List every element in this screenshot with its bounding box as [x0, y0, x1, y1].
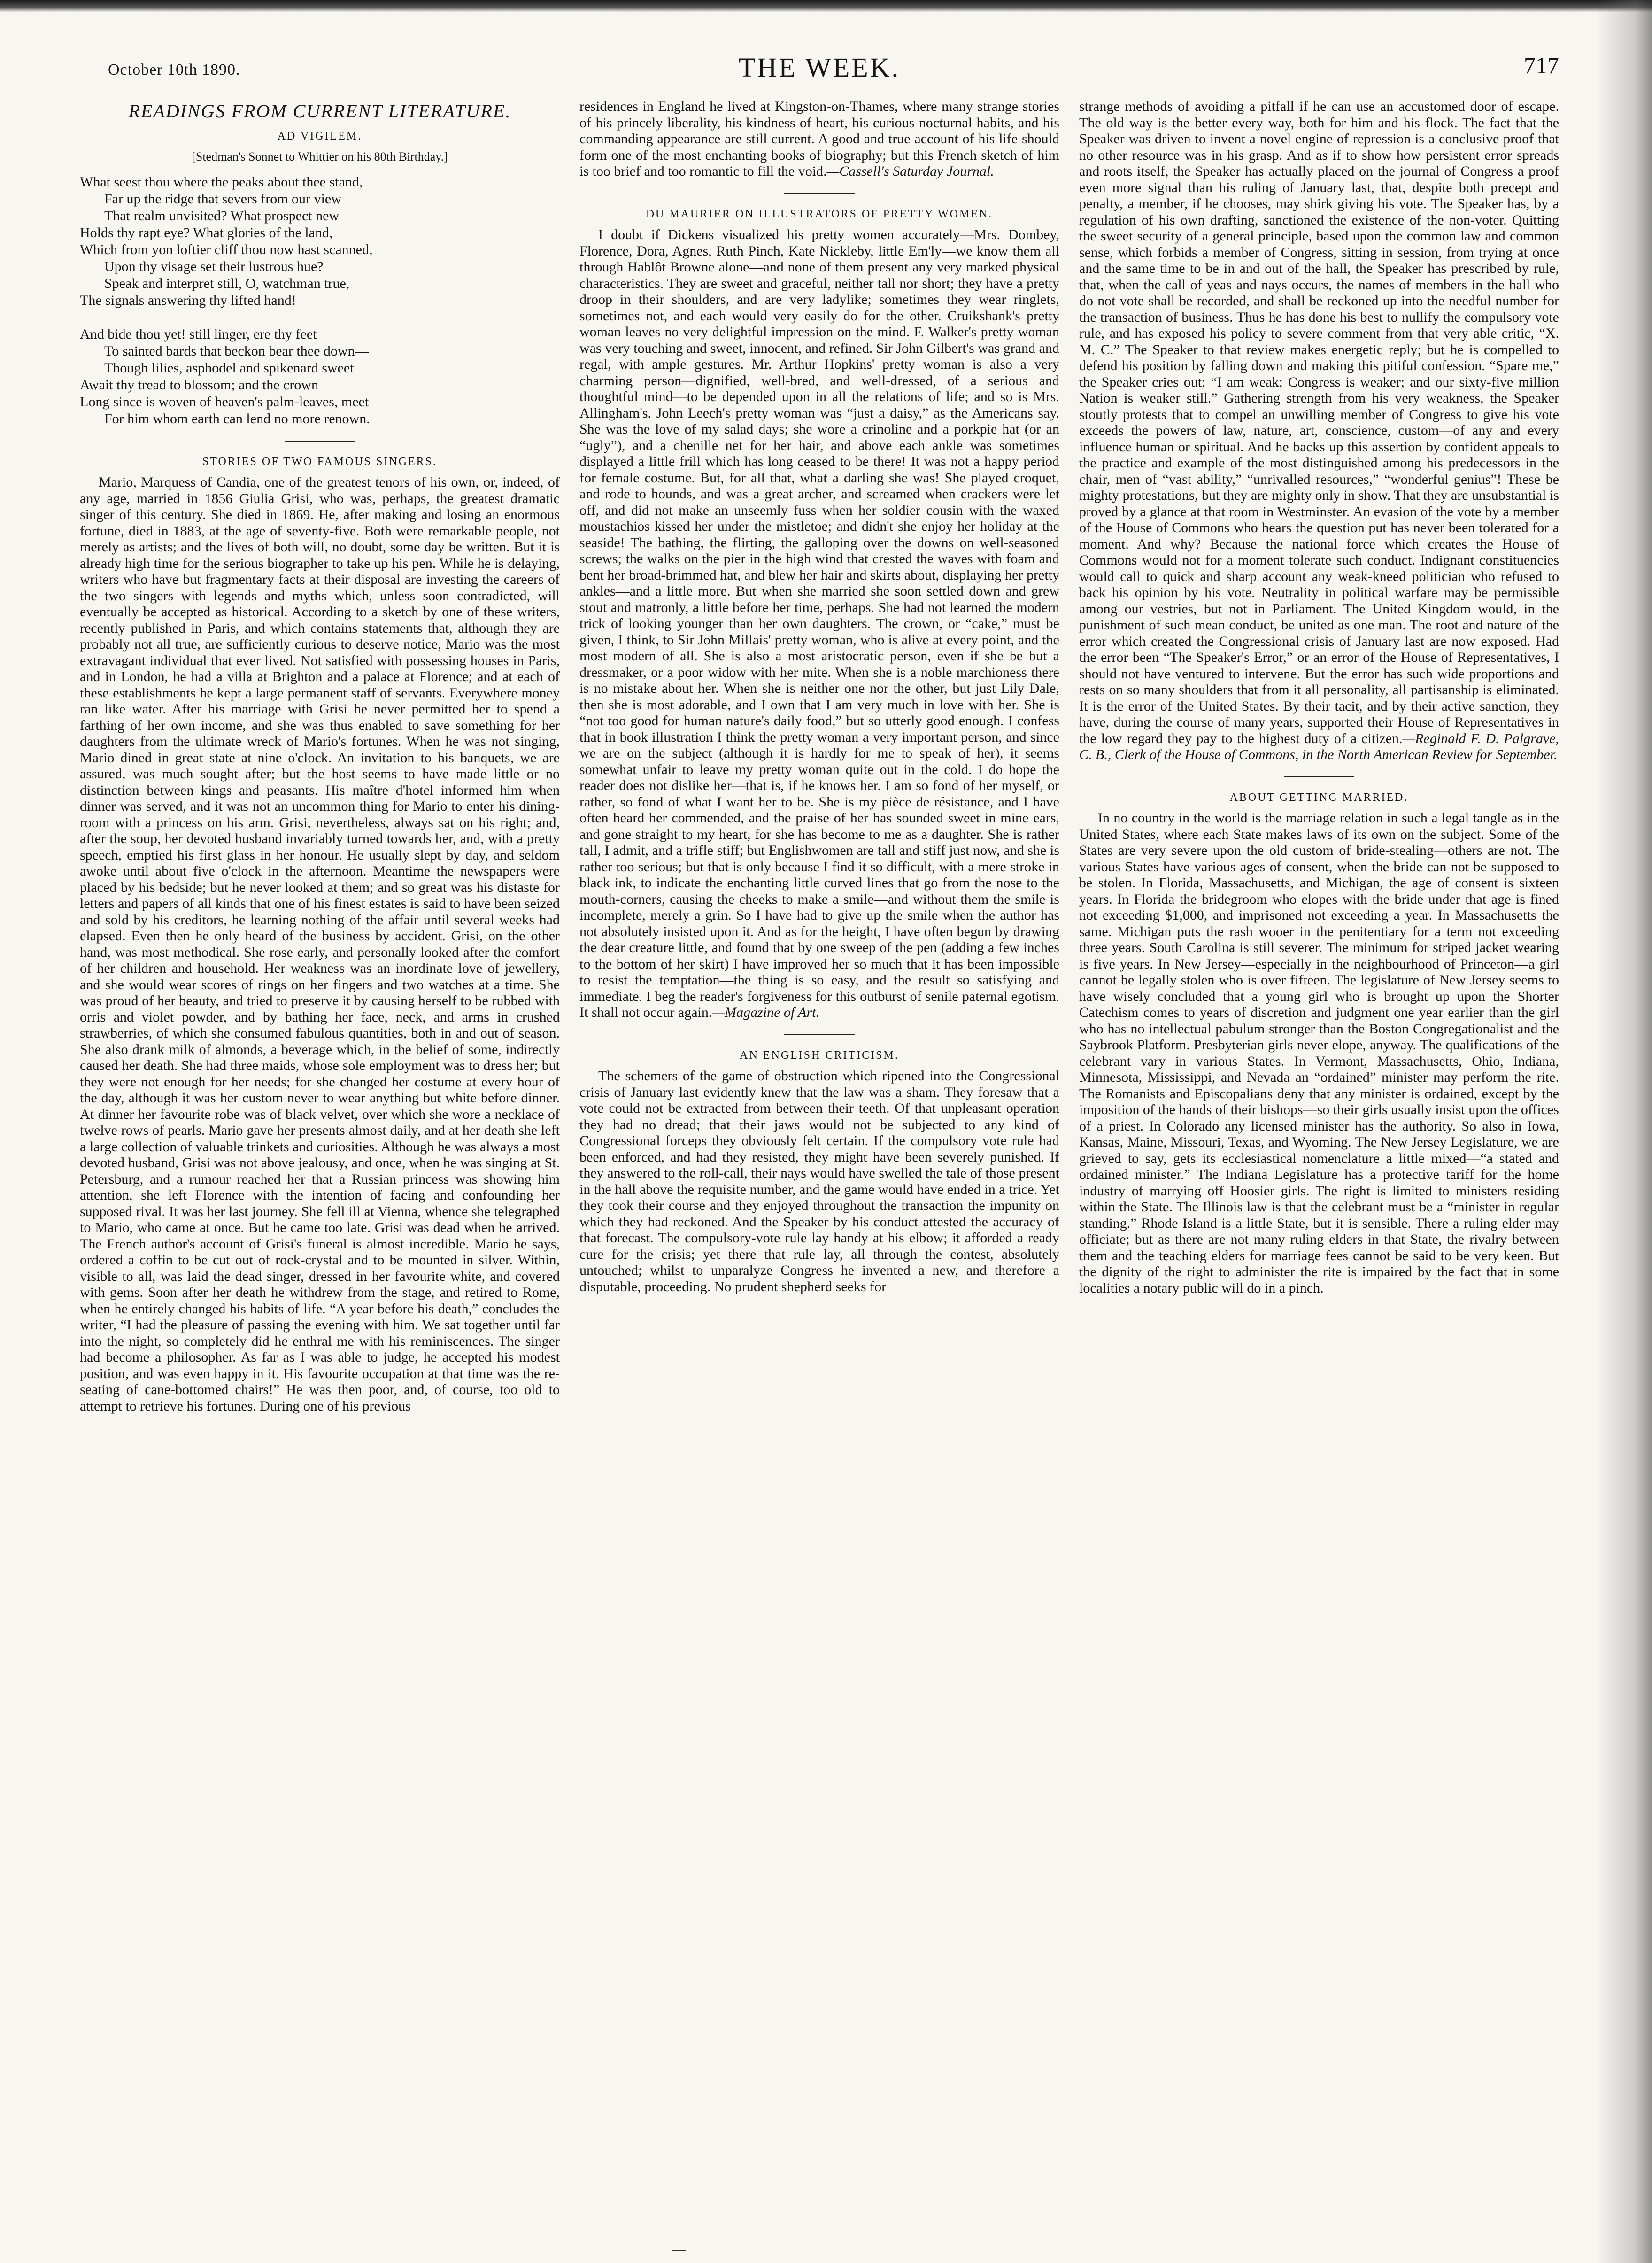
continuation-text: strange methods of avoiding a pitfall if he can use an accustomed door of escape. The old way is the better every way, both for him and his flock. The fact that the Speaker was driven to invent a novel engine of repression is a conclusive proof that no other resource was in his grasp. And as if to show how persistent error spreads and roots itself, the Speaker has actually placed on the journal of Congress a proof even more signal than his ruling of January last, that, despite both precept and penalty, a member, if he chooses, may shirk giving his vote. The Speaker has, by a regulation of his own drafting, sanctioned the existence of the non-voter. Quitting the sweet security of a general principle, based upon the common law and common sense, which forbids a member of Congress, sitting in session, from trying at once and the same time to be in and out of the hall, the Speaker has prescribed by rule, that, when the call of yeas and nays occurs, the names of members in the hall who do not vote shall be recorded, and shall be reckoned up into the needful number for the transaction of business. Thus he has done his best to nullify the compulsory vote rule, and has exposed his policy to severe comment from that very able critic, “X. M. C.” The Speaker to that review makes energetic reply; but he is compelled to defend his position by falling down and making this pitiful confession. “Spare me,” the Speaker cries out; “I am weak; Congress is weaker; and our sixty-five million Nation is weaker still.” Gathering strength from his very weakness, the Speaker stoutly protests that to compel an unwilling member of Congress to give his vote exceeds the powers of law, nature, art, conscience, custom—of any and every influence human or spiritual. And he backs up this assertion by confident appeals to the practice and example of the most distinguished among his predecessors in the chair, men of “vast ability,” “unrivalled resources,” “wonderful genius”! These be mighty protestations, but they are mighty only in show. That they are unsubstantial is proved by a glance at that room in Westminster. An evasion of the vote by a member of the House of Commons who hears the question put has never been tolerated for a moment. And why? Because the national force which creates the House of Commons would not for a moment tolerate such conduct. Indignant constituencies would call to quick and sharp account any weak-kneed politician who refused to back his opinion by his vote. Neutrality in political warfare may be permissible among our vestries, but not in Parliament. The United Kingdom would, in the punishment of such mean conduct, be united as one man. The root and nature of the error which created the Congressional crisis of January last are now exposed. Had the error been “The Speaker's Error,” or an error of the House of Representatives, I should not have ventured to intervene. But the error has such wide proportions and rests on so many shoulders that from it all personality, all partisanship is eliminated. It is the error of the United States. By their tacit, and by their active sanction, they have, during the course of many years, supported their House of Representatives in the low regard they pay to the highest duty of a citizen.	[1079, 99, 1559, 746]
issue-date: October 10th 1890.	[108, 61, 240, 78]
page-number: 717	[1524, 52, 1559, 78]
article-text: I doubt if Dickens visualized his pretty women accurately—Mrs. Dombey, Florence, Dora, Agnes, Ruth Pinch, Kate Nickleby, little Em'ly—we know them all through Hablôt Browne alone—and none of them present any very marked physical characteristics. They are sweet and graceful, neither tall nor short; they have a pretty droop in their shoulders, and are very ladylike; sometimes they wear ringlets, sometimes not, and each would very easily do for the other. Cruikshank's pretty woman leaves no very delightful impression on the mind. F. Walker's pretty woman was very touching and sweet, innocent, and refined. Sir John Gilbert's was grand and regal, with ample gestures. Mr. Arthur Hopkins' pretty woman is also a very charming person—dignified, well-bred, and well-dressed, of a serious and thoughtful mind—to be depended upon in all the relations of life; and so is Mrs. Allingham's. John Leech's pretty woman was “just a daisy,” as the Americans say. She was the love of my salad days; she wore a crinoline and a porkpie hat (or an “ugly”), and a chenille net for her hair, and above each ankle was sometimes displayed a little frill which has long ceased to be there! It was not a happy period for female costume. But, for all that, what a darling she was! She played croquet, and rode to hounds, and was a great archer, and screamed when crackers were let off, and did not make an unseemly fuss when her soldier cousin with the waxed moustachios kissed her under the mistletoe; and didn't she enjoy her holiday at the seaside! The bathing, the flirting, the galloping over the downs on well-seasoned screws; the walks on the pier in the high wind that crested the waves with foam and bent her broad-brimmed hat, and blew her hair and skirts about, displaying her pretty ankles—and a little more. But when she married she soon settled down and grew stout and matronly, a little before her time, perhaps. She had not learned the modern trick of looking younger than her own daughters. The crown, or “cake,” must be given, I think, to Sir John Millais' pretty woman, who is alive at every point, and the most modern of all. She is also a most aristocratic person, even if she be but a dressmaker, or a poor widow with her mite. When she is a noble marchioness there is no mistake about her. When she is neither one nor the other, but just Lily Dale, then she is most adorable, and I own that I am very much in love with her. She is “not too good for human nature's daily food,” but so utterly good enough. I confess that in book illustration I think the pretty woman a very important person, and since we are on the subject (although it is hardly for me to speak of her), it seems somewhat unfair to leave my pretty woman quite out in the cold. I do hope the reader does not dislike her—that is, if he knows her. I am so fond of her myself, or rather, so fond of what I want her to be. She is my pièce de résistance, and I have often heard her commended, and the praise of her has sounded sweet in mine ears, and gone straight to my heart, for she has become to me as a daughter. She is rather tall, I admit, and a trifle stiff; but Englishwomen are tall and stiff just now, and she is rather too serious; but that is only because I find it so difficult, with a mere stroke in black ink, to indicate the enchanting little curved lines that go from the nose to the mouth-corners, causing the cheeks to make a smile—and without them the smile is incomplete, merely a grin. So I have had to give up the smile when the author has not absolutely insisted upon it. And as for the height, I have often begun by drawing the dear creature little, and found that by one sweep of the pen (adding a few inches to the bottom of her skirt) I have improved her so much that it has been impossible to resist the temptation—the thing is so easy, and the result so satisfying and immediate. I beg the reader's forgiveness for this outburst of senile paternal egotism. It shall not occur again.	[579, 227, 1059, 1020]
poem-line: Though lilies, asphodel and spikenard sweet	[104, 360, 354, 376]
scan-top-edge	[0, 0, 1652, 12]
poem-heading: AD VIGILEM.	[277, 130, 363, 142]
column-1	[80, 99, 560, 2165]
text-columns	[80, 99, 1559, 2165]
poem-line: For him whom earth can lend no more renown.	[104, 411, 370, 426]
page-mark	[672, 2250, 686, 2251]
article-body: The schemers of the game of obstruction which ripened into the Congressional crisis of January last evidently knew that the law was a sham. They foresaw that a vote could not be extracted from between their teeth. Of that unpleasant operation they had no dread; that their jaws would not be subjected to any kind of Congressional forceps they obviously felt certain. If the compulsory vote rule had been enforced, and had they resisted, they might have been severely punished. If they answered to the roll-call, their nays would have swelled the tale of those present in the hall above the requisite number, and the game would have ended in a trice. Yet they took their course and they enjoyed throughout the transaction the impunity on which they had reckoned. And the Speaker by his conduct attested the accuracy of that forecast. The compulsory-vote rule lay handy at his elbow; it afforded a ready cure for the crisis; yet there that rule lay, all through the contest, absolutely untouched; whilst to unparalyze Congress he invented a new, and therefore a disputable, proceeding. No prudent shepherd seeks for	[579, 1068, 1059, 1294]
poem-line: Far up the ridge that severs from our view	[104, 191, 341, 207]
continuation-text: residences in England he lived at Kingston-on-Thames, where many strange stories of his princely liberality, his kindness of heart, his curious nocturnal habits, and his commanding appearance are still current. A good and true account of his life should form one of the most enchanting books of biography; but this French sketch of him is too brief and too romantic to fill the void.	[579, 99, 1059, 179]
divider	[285, 441, 355, 442]
source-citation: —Reginald F. D. Palgrave, C. B., Clerk of the House of Commons, in the North American Review for September.	[1079, 730, 1559, 762]
article-continuation	[579, 99, 1059, 180]
poem	[80, 174, 560, 427]
source-citation: —Magazine of Art.	[712, 1005, 820, 1020]
section-title: READINGS FROM CURRENT LITERATURE.	[128, 101, 511, 122]
source-citation: —Cassell's Saturday Journal.	[826, 163, 994, 179]
stanza-break	[80, 309, 560, 326]
article-body: In no country in the world is the marriage relation in such a legal tangle as in the United States, where each State makes laws of its own on the subject. Some of the States are very severe upon the old custom of bride-stealing—others are not. The various States have various ages of consent, when the bride can not be supposed to be stolen. In Florida, Massachusetts, and Michigan, the age of consent is sixteen years. In Florida the bridegroom who elopes with the bride under that age is fined not exceeding $1,000, and imprisoned not exceeding a year. In Massachusetts the same. Michigan puts the rash wooer in the penitentiary for a term not exceeding three years. South Carolina is still severer. The minimum for striped jacket wearing is five years. In New Jersey—especially in the neighbourhood of Princeton—a girl cannot be legally stolen who is over fifteen. The legislature of New Jersey seems to have wisely concluded that a young girl who is brought up upon the Shorter Catechism comes to years of discretion and judgment one year earlier than the girl who has no intellectual pabulum stronger than the Boston Congregationalist and the Saybrook Platform. Presbyterian girls never elope, anyway. The qualifications of the celebrant vary in various States. In Vermont, Massachusetts, Ohio, Indiana, Minnesota, Mississippi, and Nevada an “ordained” minister may perform the rite. The Romanists and Episcopalians deny that any minister is ordained, except by the imposition of the hands of their bishops—so their girls usually insist upon the offices of a priest. In Colorado any licensed minister has the authority. So also in Iowa, Kansas, Maine, Missouri, Texas, and Wyoming. The New Jersey Legislature, we are grieved to say, gets its ecclesiastical nomenclature a little mixed—“a stated and ordained minister.” The Indiana Legislature has a protective tariff for the home industry of marrying off Hoosier girls. The right is limited to ministers residing within the State. The Illinois law is that the celebrant must be a “minister in regular standing.” Rhode Island is a little State, but it is sensible. There a ruling elder may officiate; but as there are not many ruling elders in that State, the rivalry between them and the teaching elders for marriage fees cannot be said to be very keen. But the dignity of the right to administer the rite is impaired by the fact that in some localities a notary public will do in a pinch.	[1079, 810, 1559, 1296]
article-heading: STORIES OF TWO FAMOUS SINGERS.	[202, 455, 438, 468]
poem-line: What seest thou where the peaks about thee stand,	[80, 174, 363, 190]
divider	[784, 1034, 855, 1035]
poem-line: To sainted bards that beckon bear thee down—	[104, 343, 369, 359]
poem-subtitle: [Stedman's Sonnet to Whittier on his 80th Birthday.]	[192, 150, 448, 163]
column-3	[1079, 99, 1559, 2165]
poem-line: The signals answering thy lifted hand!	[80, 292, 296, 308]
poem-line: Which from yon loftier cliff thou now hast scanned,	[80, 241, 373, 257]
column-2	[579, 99, 1059, 2165]
poem-line: Holds thy rapt eye? What glories of the land,	[80, 225, 333, 240]
article-body	[579, 227, 1059, 1021]
article-continuation	[1079, 99, 1559, 763]
poem-line: Long since is woven of heaven's palm-leaves, meet	[80, 394, 369, 410]
newspaper-page	[80, 47, 1559, 2245]
poem-line: And bide thou yet! still linger, ere thy feet	[80, 326, 317, 342]
poem-line: That realm unvisited? What prospect new	[104, 208, 340, 224]
article-heading: AN ENGLISH CRITICISM.	[740, 1049, 899, 1062]
poem-line: Speak and interpret still, O, watchman true,	[104, 275, 350, 291]
article-heading: DU MAURIER ON ILLUSTRATORS OF PRETTY WOMEN.	[646, 208, 993, 220]
article-heading: ABOUT GETTING MARRIED.	[1229, 791, 1409, 804]
scan-right-edge	[1596, 0, 1652, 2263]
running-head	[80, 47, 1559, 89]
article-body: Mario, Marquess of Candia, one of the greatest tenors of his own, or, indeed, of any age, married in 1856 Giulia Grisi, who was, perhaps, the greatest dramatic singer of this century. She died in 1869. He, after making and losing an enormous fortune, died in 1883, at the age of seventy-five. Both were remarkable people, not merely as artists; and the lives of both will, no doubt, some day be written. But it is already high time for the serious biographer to take up his pen. While he is delaying, writers who have but fragmentary facts at their disposal are investing the careers of the two singers with legends and myths which, unless soon contradicted, will eventually be accepted as historical. According to a sketch by one of these writers, recently published in Paris, and which contains statements that, although they are probably not all true, are sufficiently curious to deserve notice, Mario was the most extravagant individual that ever lived. Not satisfied with possessing houses in Paris, and in London, he had a villa at Brighton and a palace at Florence; and at each of these establishments he kept a large permanent staff of servants. Everywhere money ran like water. After his marriage with Grisi he never permitted her to spend a farthing of her own income, and she was thus enabled to save something for her daughters from the ultimate wreck of Mario's fortunes. When he was not singing, Mario dined in great state at nine o'clock. An invitation to his banquets, we are assured, was much sought after; but the host seems to have made little or no distinction between kings and peasants. His maître d'hotel informed him when dinner was served, and it was not an uncommon thing for Mario to enter his dining-room with a princess on his arm. Grisi, nevertheless, always sat on his right; and, after the soup, her devoted husband invariably turned towards her, and, with a pretty speech, emptied his first glass in her honour. He usually slept by day, and seldom awoke until about five o'clock in the afternoon. Meantime the newspapers were placed by his bedside; but he never looked at them; and so great was his distaste for letters and papers of all kinds that one of his finest estates is said to have been seized and sold by his creditors, he learning nothing of the affair until several weeks had elapsed. Even then he only heard of the business by accident. Grisi, on the other hand, was most methodical. She rose early, and personally looked after the comfort of her children and household. Her weakness was an inordinate love of jewellery, and she would wear scores of rings on her fingers and two watches at a time. She was proud of her beauty, and tried to preserve it by causing herself to be rubbed with orris and violet powder, and by bathing her face, neck, and arms in crushed strawberries, of which she consumed fabulous quantities, both in and out of season. She also drank milk of almonds, a beverage which, in the belief of some, indirectly caused her death. She had three maids, whose sole employment was to dress her; but they were not enough for her needs; for she changed her costume at every hour of the day, although it was her custom never to wear anything but white before dinner. At dinner her favourite robe was of black velvet, over which she wore a necklace of twelve rows of pearls. Mario gave her presents almost daily, and at her death she left a large collection of valuable trinkets and curiosities. Although he was always a most devoted husband, Grisi was not above jealousy, and once, when he was singing at St. Petersburg, and a rumour reached her that a Russian princess was showing him attention, she left Florence with the intention of facing and confounding her supposed rival. It was her last journey. She fell ill at Vienna, whence she telegraphed to Mario, who came at once. But he came too late. Grisi was dead when he arrived. The French author's account of Grisi's funeral is almost incredible. Mario he says, ordered a coffin to be cut out of rock-crystal and to be mounted in silver. Within, visible to all, was laid the dead singer, dressed in her favourite white, and covered with gems. Soon after her death he withdrew from the stage, and retired to Rome, when he entirely changed his habits of life. “A year before his death,” concludes the writer, “I had the pleasure of passing the evening with him. We sat together until far into the night, so completely did he enthral me with his reminiscences. The singer had become a philosopher. As far as I was able to judge, he accepted his modest position, and was even happy in it. His favourite occupation at that time was the re-seating of cane-bottomed chairs!” He was then poor, and, of course, too old to attempt to retrieve his fortunes. During one of his previous	[80, 474, 560, 1414]
poem-line: Upon thy visage set their lustrous hue?	[104, 258, 324, 274]
divider	[784, 193, 855, 194]
divider	[1284, 776, 1354, 777]
publication-title: THE WEEK.	[738, 52, 901, 83]
poem-line: Await thy tread to blossom; and the crown	[80, 377, 318, 393]
